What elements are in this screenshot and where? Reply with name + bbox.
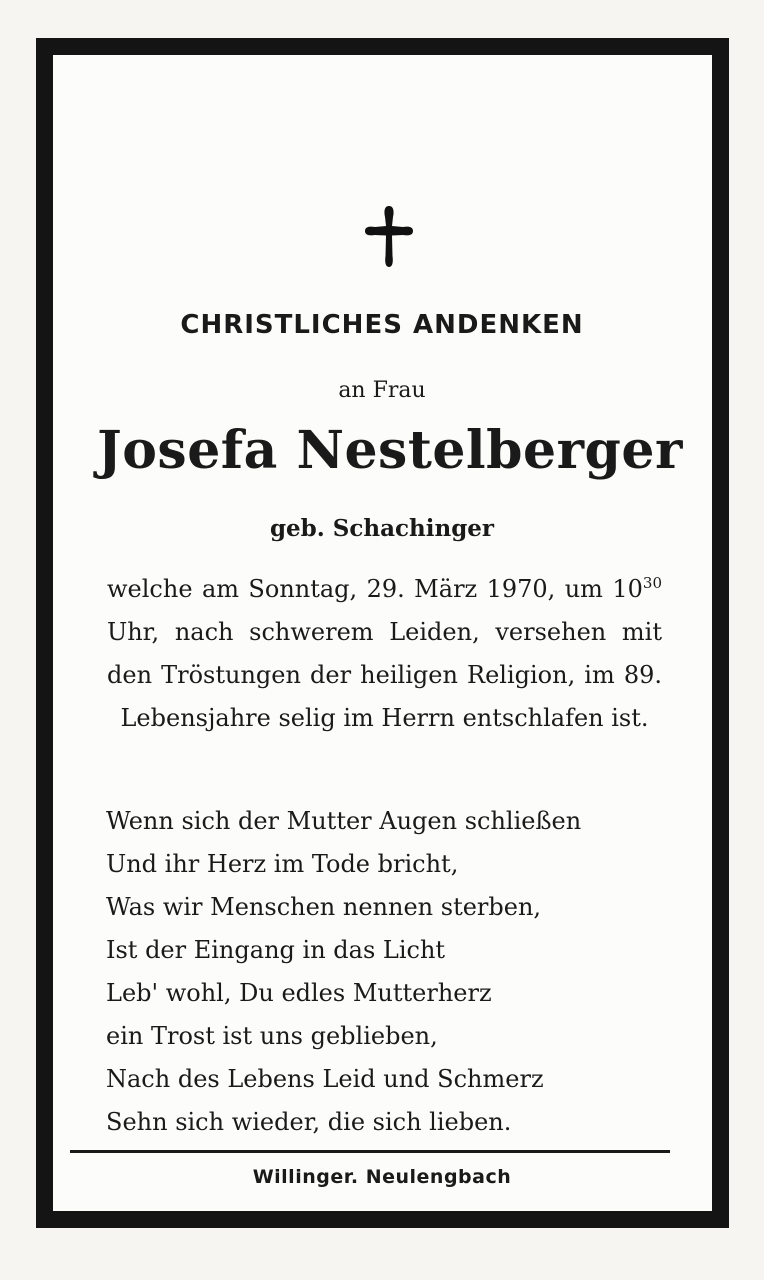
deceased-name: Josefa Nestelberger [97,420,683,481]
death-notice-text [107,568,662,740]
poem-line: Was wir Menschen nennen sterben, [106,893,542,921]
poem-line: Nach des Lebens Leid und Schmerz [106,1065,544,1093]
poem-line: Wenn sich der Mutter Augen schließen [106,807,582,835]
poem-line: Und ihr Herz im Tode bricht, [106,850,459,878]
memorial-poem [106,800,676,1144]
notice-text-end: Uhr, nach schwerem Leiden, versehen mit den Tröstungen der heiligen Religion, im 89. Lebensjahre selig im Herrn entschlafen ist. [107,618,662,732]
card-heading: CHRISTLICHES ANDENKEN [180,310,584,340]
notice-time-minutes: 30 [642,574,662,592]
notice-text-start: welche am Sonntag, 29. März 1970, um 10 [107,575,643,603]
maiden-name: geb. Schachinger [269,515,495,542]
poem-line: ein Trost ist uns geblieben, [106,1022,438,1050]
poem-line: Leb' wohl, Du edles Mutterherz [106,979,492,1007]
poem-line: Ist der Eingang in das Licht [106,936,446,964]
printer-credit: Willinger. Neulengbach [252,1166,512,1188]
latin-cross-icon [364,206,414,268]
dedication-line: an Frau [338,378,426,403]
footer-divider [70,1150,670,1153]
poem-line: Sehn sich wieder, die sich lieben. [106,1108,512,1136]
